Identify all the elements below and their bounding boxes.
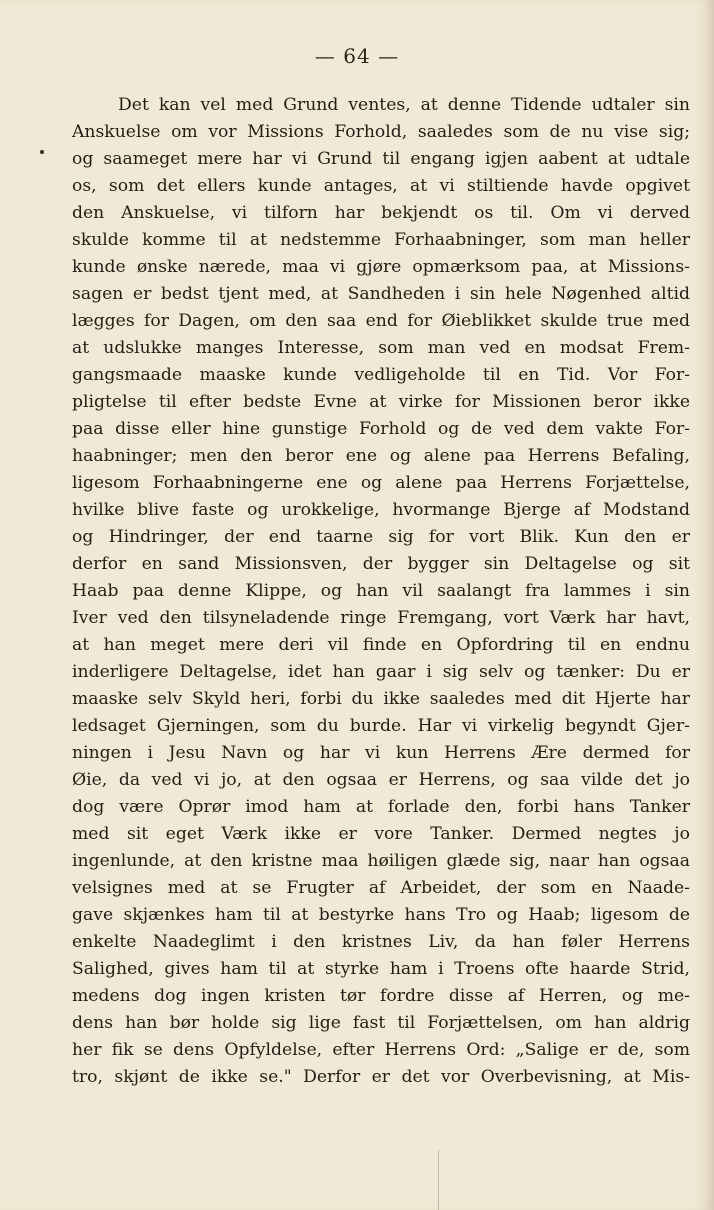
text-line: Øie, da ved vi jo, at den ogsaa er Herrens, og saa vilde det jo xyxy=(72,770,690,790)
text-line: og saameget mere har vi Grund til engang igjen aabent at udtale xyxy=(72,149,690,169)
text-line: at han meget mere deri vil finde en Opfordring til en endnu xyxy=(72,635,690,655)
text-line: dog være Oprør imod ham at forlade den, forbi hans Tanker xyxy=(72,797,690,817)
page-number: — 64 — xyxy=(314,44,400,68)
text-line: ingenlunde, at den kristne maa høiligen glæde sig, naar han ogsaa xyxy=(72,851,690,871)
text-line: med sit eget Værk ikke er vore Tanker. Dermed negtes jo xyxy=(72,824,690,844)
text-line: Anskuelse om vor Missions Forhold, saaledes som de nu vise sig; xyxy=(72,122,690,142)
text-line: enkelte Naadeglimt i den kristnes Liv, da han føler Herrens xyxy=(72,932,690,952)
text-line: derfor en sand Missionsven, der bygger sin Deltagelse og sit xyxy=(72,554,690,574)
text-line: den Anskuelse, vi tilforn har bekjendt os til. Om vi derved xyxy=(72,203,690,223)
text-line: maaske selv Skyld heri, forbi du ikke saaledes med dit Hjerte har xyxy=(72,689,690,709)
margin-dot xyxy=(40,150,44,154)
binding-shadow-line xyxy=(438,1150,439,1210)
text-line: hvilke blive faste og urokkelige, hvormange Bjerge af Modstand xyxy=(72,500,690,520)
text-line: ningen i Jesu Navn og har vi kun Herrens Ære dermed for xyxy=(72,743,690,763)
text-line: dens han bør holde sig lige fast til Forjættelsen, om han aldrig xyxy=(72,1013,690,1033)
text-line: at udslukke manges Interesse, som man ved en modsat Frem- xyxy=(72,338,690,358)
text-line: og Hindringer, der end taarne sig for vort Blik. Kun den er xyxy=(72,527,690,547)
text-line: Iver ved den tilsyneladende ringe Fremgang, vort Værk har havt, xyxy=(72,608,690,628)
text-line: Salighed, gives ham til at styrke ham i Troens ofte haarde Strid, xyxy=(72,959,690,979)
text-line: os, som det ellers kunde antages, at vi stiltiende havde opgivet xyxy=(72,176,690,196)
text-line: velsignes med at se Frugter af Arbeidet, der som en Naade- xyxy=(72,878,690,898)
text-line: Haab paa denne Klippe, og han vil saalangt fra lammes i sin xyxy=(72,581,690,601)
text-line: kunde ønske nærede, maa vi gjøre opmærksom paa, at Missions- xyxy=(72,257,690,277)
text-line: Det kan vel med Grund ventes, at denne Tidende udtaler sin xyxy=(118,95,690,115)
text-line: pligtelse til efter bedste Evne at virke for Missionen beror ikke xyxy=(72,392,690,412)
text-line: haabninger; men den beror ene og alene paa Herrens Befaling, xyxy=(72,446,690,466)
text-line: medens dog ingen kristen tør fordre disse af Herren, og me- xyxy=(72,986,690,1006)
text-line: inderligere Deltagelse, idet han gaar i sig selv og tænker: Du er xyxy=(72,662,690,682)
text-line: her fik se dens Opfyldelse, efter Herrens Ord: „Salige er de, som xyxy=(72,1040,690,1060)
text-line: skulde komme til at nedstemme Forhaabninger, som man heller xyxy=(72,230,690,250)
text-line: tro, skjønt de ikke se." Derfor er det vor Overbevisning, at Mis- xyxy=(72,1067,690,1087)
text-line: paa disse eller hine gunstige Forhold og de ved dem vakte For- xyxy=(72,419,690,439)
body-text xyxy=(72,92,690,1091)
text-line: sagen er bedst tjent med, at Sandheden i sin hele Nøgenhed altid xyxy=(72,284,690,304)
text-line: ligesom Forhaabningerne ene og alene paa Herrens Forjættelse, xyxy=(72,473,690,493)
text-line: gangsmaade maaske kunde vedligeholde til en Tid. Vor For- xyxy=(72,365,690,385)
text-line: gave skjænkes ham til at bestyrke hans Tro og Haab; ligesom de xyxy=(72,905,690,925)
text-line: lægges for Dagen, om den saa end for Øieblikket skulde true med xyxy=(72,311,690,331)
text-line: ledsaget Gjerningen, som du burde. Har vi virkelig begyndt Gjer- xyxy=(72,716,690,736)
